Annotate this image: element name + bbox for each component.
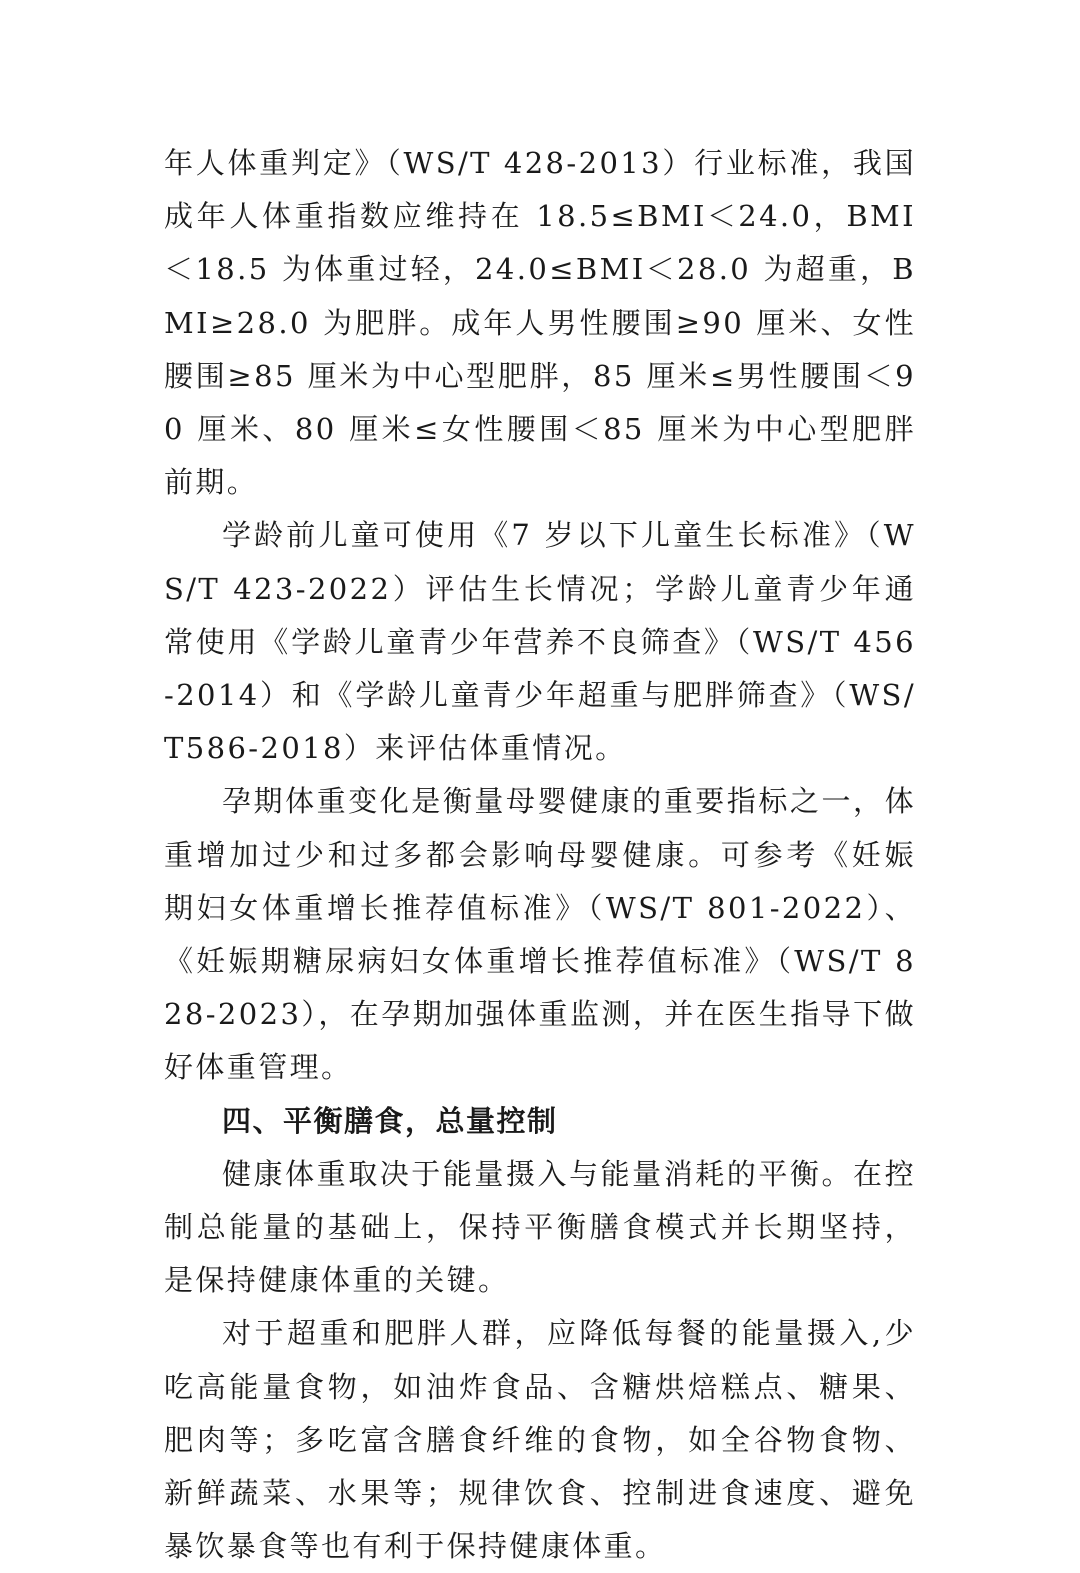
document-body — [164, 137, 916, 1573]
paragraph-energy-balance: 健康体重取决于能量摄入与能量消耗的平衡。在控制总能量的基础上，保持平衡膳食模式并长期坚持，是保持健康体重的关键。 — [164, 1156, 916, 1298]
paragraph-child-growth-standard: 学龄前儿童可使用《7 岁以下儿童生长标准》（WS/T 423-2022）评估生长情况；学龄儿童青少年通常使用《学龄儿童青少年营养不良筛查》（WS/T 456-2014）和《学龄儿童青少年超重与肥胖筛查》（WS/T586-2018）来评估体重情况。 — [164, 518, 916, 766]
section-heading: 四、平衡膳食，总量控制 — [222, 1103, 558, 1138]
paragraph-overweight-diet: 对于超重和肥胖人群，应降低每餐的能量摄入,少吃高能量食物，如油炸食品、含糖烘焙糕点、糖果、肥肉等；多吃富含膳食纤维的食物，如全谷物食物、新鲜蔬菜、水果等；规律饮食、控制进食速度、避免暴饮暴食等也有利于保持健康体重。 — [164, 1316, 916, 1564]
paragraph-adult-weight-standard: 年人体重判定》（WS/T 428-2013）行业标准，我国成年人体重指数应维持在 18.5≤BMI＜24.0，BMI＜18.5 为体重过轻，24.0≤BMI＜28.0 为超重，BMI≥28.0 为肥胖。成年人男性腰围≥90 厘米、女性腰围≥85 厘米为中心型肥胖，85 厘米≤男性腰围＜90 厘米、80 厘米≤女性腰围＜85 厘米为中心型肥胖前期。 — [164, 146, 916, 500]
paragraph-pregnancy-weight: 孕期体重变化是衡量母婴健康的重要指标之一，体重增加过少和过多都会影响母婴健康。可参考《妊娠期妇女体重增长推荐值标准》（WS/T 801-2022）、《妊娠期糖尿病妇女体重增长推荐值标准》（WS/T 828-2023），在孕期加强体重监测，并在医生指导下做好体重管理。 — [164, 784, 916, 1085]
